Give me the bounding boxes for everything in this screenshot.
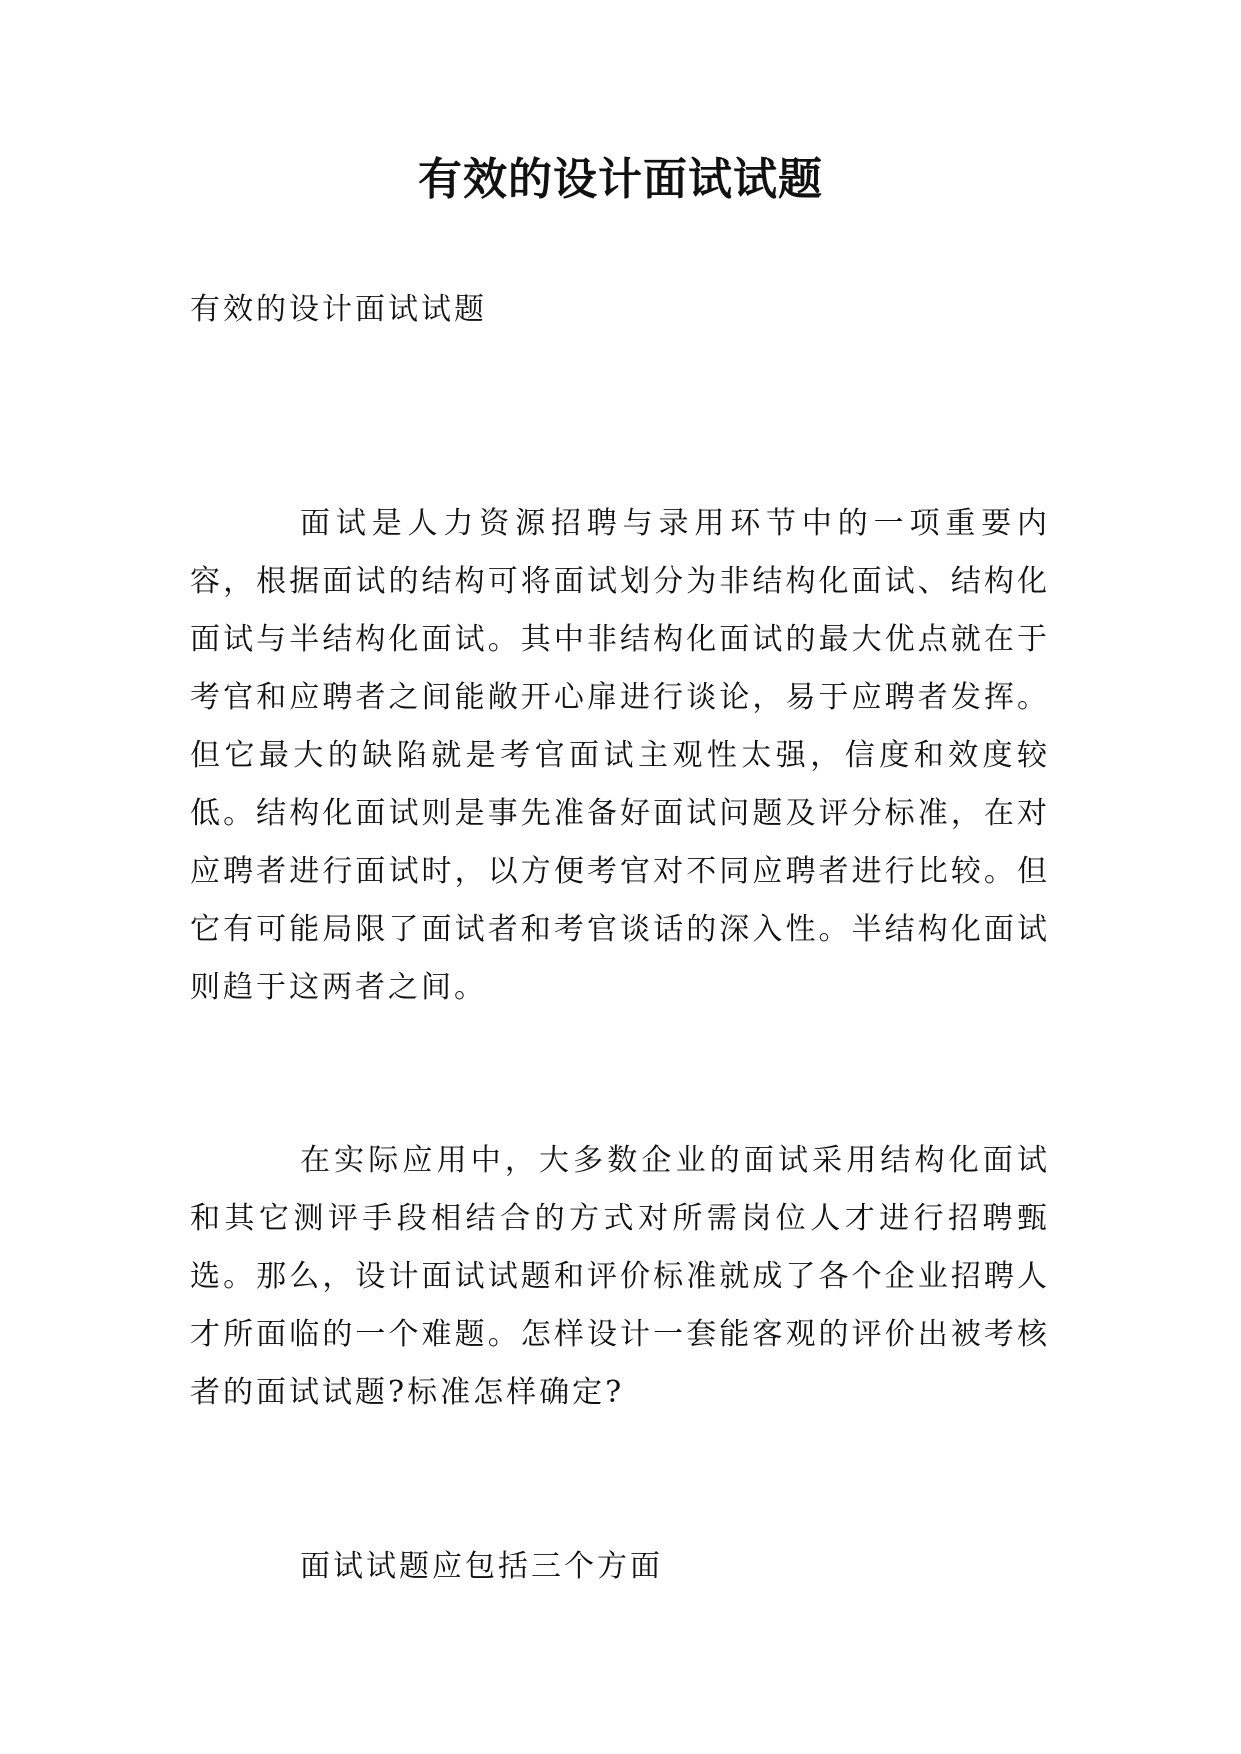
paragraph-3: 面试试题应包括三个方面: [300, 1549, 663, 1584]
document-subtitle: 有效的设计面试试题: [190, 292, 487, 327]
paragraph-2: 在实际应用中，大多数企业的面试采用结构化面试和其它测评手段相结合的方式对所需岗位人才进行招聘甄选。那么，设计面试试题和评价标准就成了各个企业招聘人才所面临的一个难题。怎样设计一套能客观的评价出被考核者的面试试题?标准怎样确定?: [190, 1143, 1050, 1410]
document-title: 有效的设计面试试题: [418, 154, 823, 205]
paragraph-1: 面试是人力资源招聘与录用环节中的一项重要内容，根据面试的结构可将面试划分为非结构化面试、结构化面试与半结构化面试。其中非结构化面试的最大优点就在于考官和应聘者之间能敞开心扉进行谈论，易于应聘者发挥。但它最大的缺陷就是考官面试主观性太强，信度和效度较低。结构化面试则是事先准备好面试问题及评分标准，在对应聘者进行面试时，以方便考官对不同应聘者进行比较。但它有可能局限了面试者和考官谈话的深入性。半结构化面试则趋于这两者之间。: [190, 506, 1050, 1005]
